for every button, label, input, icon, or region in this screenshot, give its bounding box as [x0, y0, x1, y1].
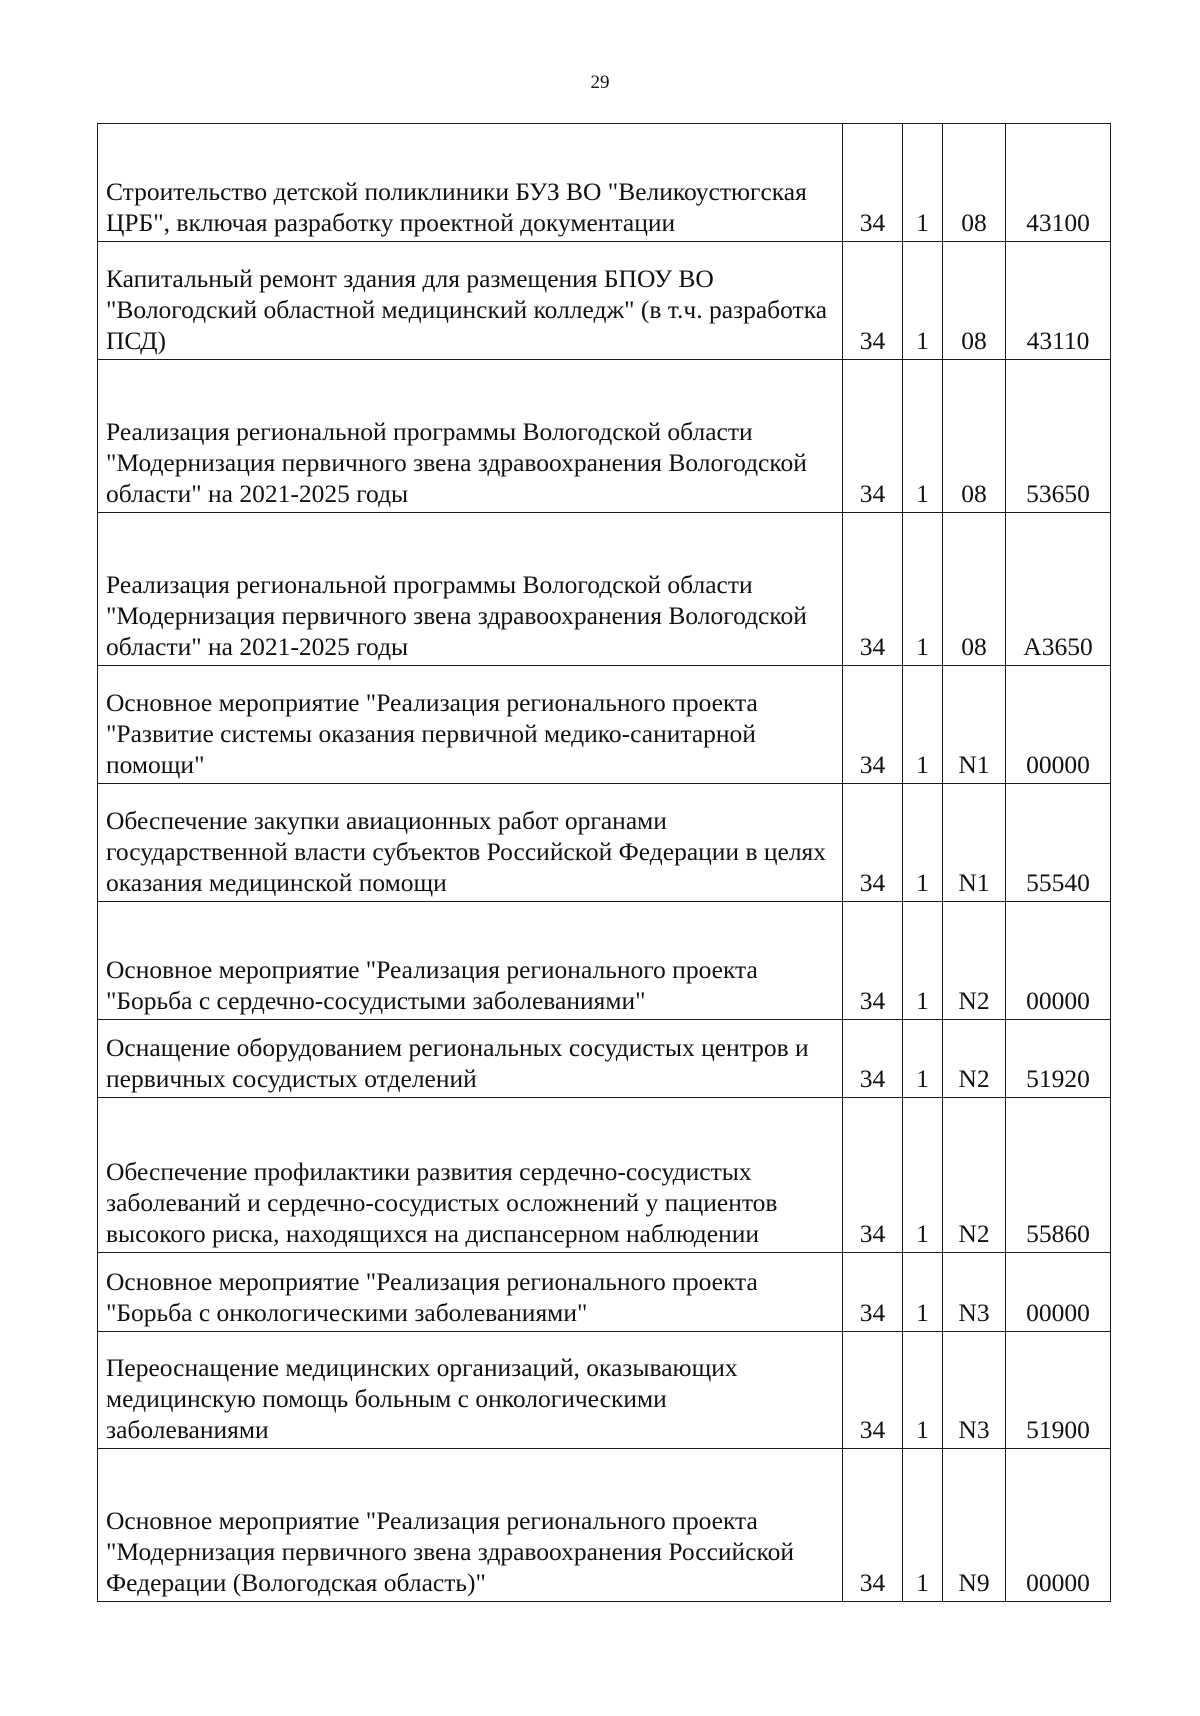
row-code-3: 08 — [943, 124, 1006, 242]
row-code-3: N9 — [943, 1449, 1006, 1602]
row-code-1: 34 — [843, 124, 903, 242]
row-code-1: 34 — [843, 784, 903, 902]
row-code-1: 34 — [843, 1253, 903, 1332]
row-code-2: 1 — [903, 902, 943, 1020]
row-code-1: 34 — [843, 666, 903, 784]
table-row — [98, 242, 1111, 360]
row-code-2: 1 — [903, 1332, 943, 1449]
row-code-4: 43100 — [1006, 124, 1111, 242]
row-description: Обеспечение закупки авиационных работ органами государственной власти субъектов Российской Федерации в целях оказания медицинской помощи — [98, 784, 843, 902]
row-code-3: N1 — [943, 784, 1006, 902]
row-description: Переоснащение медицинских организаций, оказывающих медицинскую помощь больным с онкологическими заболеваниями — [98, 1332, 843, 1449]
row-code-4: 51900 — [1006, 1332, 1111, 1449]
row-code-2: 1 — [903, 666, 943, 784]
row-code-1: 34 — [843, 902, 903, 1020]
row-code-3: 08 — [943, 513, 1006, 666]
row-code-2: 1 — [903, 513, 943, 666]
row-code-1: 34 — [843, 1098, 903, 1253]
row-description: Обеспечение профилактики развития сердечно-сосудистых заболеваний и сердечно-сосудистых осложнений у пациентов высокого риска, находящихся на диспансерном наблюдении — [98, 1098, 843, 1253]
table-row — [98, 124, 1111, 242]
row-code-1: 34 — [843, 242, 903, 360]
row-description: Основное мероприятие "Реализация регионального проекта "Модернизация первичного звена здравоохранения Российской Федерации (Вологодская область)" — [98, 1449, 843, 1602]
table-row — [98, 1253, 1111, 1332]
row-code-2: 1 — [903, 124, 943, 242]
row-code-2: 1 — [903, 784, 943, 902]
row-code-3: N2 — [943, 1020, 1006, 1098]
row-code-1: 34 — [843, 1020, 903, 1098]
row-description: Реализация региональной программы Вологодской области "Модернизация первичного звена здравоохранения Вологодской области" на 2021-2025 годы — [98, 513, 843, 666]
row-code-4: 00000 — [1006, 1449, 1111, 1602]
table-row — [98, 1449, 1111, 1602]
row-code-2: 1 — [903, 242, 943, 360]
table-row — [98, 902, 1111, 1020]
row-description: Основное мероприятие "Реализация регионального проекта "Борьба с сердечно-сосудистыми заболеваниями" — [98, 902, 843, 1020]
row-code-1: 34 — [843, 1332, 903, 1449]
row-code-2: 1 — [903, 360, 943, 513]
row-code-3: N3 — [943, 1332, 1006, 1449]
row-code-3: N2 — [943, 1098, 1006, 1253]
row-description: Основное мероприятие "Реализация регионального проекта "Борьба с онкологическими заболеваниями" — [98, 1253, 843, 1332]
row-code-2: 1 — [903, 1020, 943, 1098]
table-row — [98, 1098, 1111, 1253]
budget-classification-table — [97, 123, 1111, 1602]
table-row — [98, 784, 1111, 902]
row-code-4: 51920 — [1006, 1020, 1111, 1098]
row-code-4: 53650 — [1006, 360, 1111, 513]
row-description: Капитальный ремонт здания для размещения БПОУ ВО "Вологодский областной медицинский колледж" (в т.ч. разработка ПСД) — [98, 242, 843, 360]
row-description: Строительство детской поликлиники БУЗ ВО "Великоустюгская ЦРБ", включая разработку проектной документации — [98, 124, 843, 242]
row-code-1: 34 — [843, 1449, 903, 1602]
row-code-3: N3 — [943, 1253, 1006, 1332]
row-code-3: 08 — [943, 360, 1006, 513]
row-code-3: N2 — [943, 902, 1006, 1020]
row-code-4: 00000 — [1006, 1253, 1111, 1332]
row-code-2: 1 — [903, 1253, 943, 1332]
row-code-3: N1 — [943, 666, 1006, 784]
row-code-1: 34 — [843, 513, 903, 666]
row-code-4: 55540 — [1006, 784, 1111, 902]
row-code-3: 08 — [943, 242, 1006, 360]
row-code-1: 34 — [843, 360, 903, 513]
page-number: 29 — [590, 72, 610, 93]
row-code-4: 43110 — [1006, 242, 1111, 360]
row-code-4: А3650 — [1006, 513, 1111, 666]
table-row — [98, 1020, 1111, 1098]
row-description: Оснащение оборудованием региональных сосудистых центров и первичных сосудистых отделений — [98, 1020, 843, 1098]
table-row — [98, 1332, 1111, 1449]
row-code-2: 1 — [903, 1449, 943, 1602]
table-row — [98, 513, 1111, 666]
table-row — [98, 666, 1111, 784]
table-body — [98, 124, 1111, 1602]
row-code-4: 00000 — [1006, 666, 1111, 784]
row-description: Основное мероприятие "Реализация регионального проекта "Развитие системы оказания первичной медико-санитарной помощи" — [98, 666, 843, 784]
row-description: Реализация региональной программы Вологодской области "Модернизация первичного звена здравоохранения Вологодской области" на 2021-2025 годы — [98, 360, 843, 513]
row-code-4: 55860 — [1006, 1098, 1111, 1253]
row-code-4: 00000 — [1006, 902, 1111, 1020]
table-row — [98, 360, 1111, 513]
row-code-2: 1 — [903, 1098, 943, 1253]
